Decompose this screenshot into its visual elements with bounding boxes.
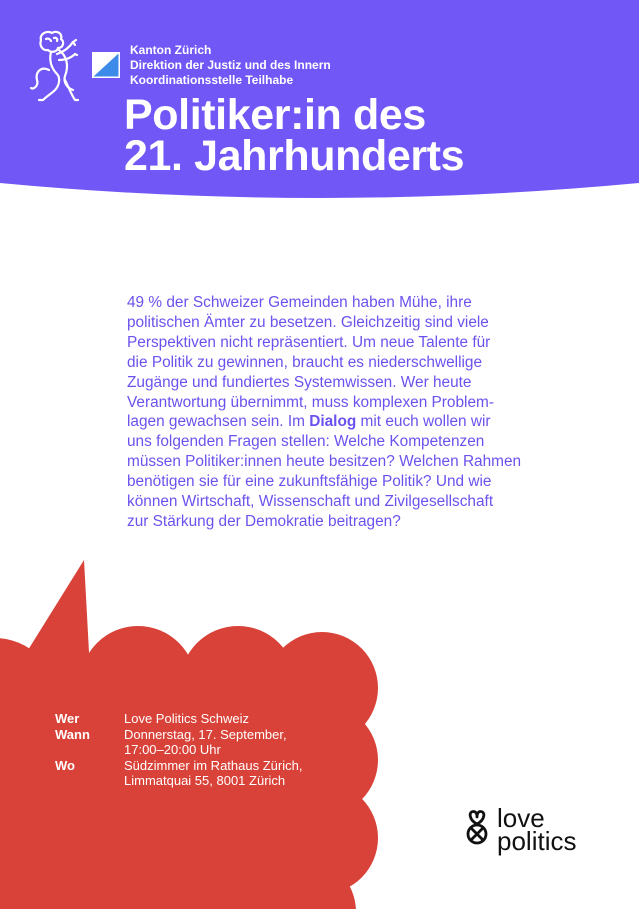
detail-value-line: Donnerstag, 17. September, <box>124 726 287 742</box>
detail-label: Wann <box>55 726 90 742</box>
intro-paragraph <box>127 293 521 532</box>
intro-line: politischen Ämter zu besetzen. Gleichzeitig sind viele <box>127 313 489 331</box>
brand-wordmark <box>497 803 577 856</box>
intro-line: benötigen sie für eine zukunftsfähige Politik? Und wie <box>127 473 492 491</box>
detail-row-where <box>55 758 302 789</box>
intro-line: die Politik zu gewinnen, braucht es niederschwellige <box>127 353 483 371</box>
detail-value-line: Südzimmer im Rathaus Zürich, <box>124 757 303 773</box>
intro-line <box>127 412 521 432</box>
intro-line: können Wirtschaft, Wissenschaft und Zivilgesellschaft <box>127 493 494 511</box>
intro-line: zur Stärkung der Demokratie beitragen? <box>127 512 401 530</box>
intro-line: Zugänge und fundiertes Systemwissen. Wer heute <box>127 373 472 391</box>
page-title <box>124 91 465 180</box>
detail-value-line: Limmatquai 55, 8001 Zürich <box>124 773 286 788</box>
title-line-2: 21. Jahrhunderts <box>124 132 465 180</box>
event-details <box>55 711 302 789</box>
love-politics-icon <box>464 809 490 845</box>
zurich-shield-icon <box>92 52 120 78</box>
intro-text: lagen gewachsen sein. Im <box>127 413 310 431</box>
detail-row-when <box>55 727 302 758</box>
intro-line: Verantwortung übernimmt, muss komplexen Problem- <box>127 393 494 411</box>
detail-value <box>124 727 287 758</box>
intro-line: 49 % der Schweizer Gemeinden haben Mühe, ihre <box>127 294 472 311</box>
detail-value <box>124 711 249 727</box>
intro-highlight-dialog: Dialog <box>309 413 357 431</box>
intro-line: Perspektiven nicht repräsentiert. Um neue Talente für <box>127 333 491 351</box>
intro-line: uns folgenden Fragen stellen: Welche Kompetenzen <box>127 433 485 451</box>
detail-row-who <box>55 711 302 727</box>
intro-text: mit euch wollen wir <box>356 413 491 431</box>
detail-value-line: 17:00–20:00 Uhr <box>124 742 221 757</box>
lion-logo <box>29 30 79 102</box>
brand-word-love: love <box>497 803 545 833</box>
org-directorate: Direktion der Justiz und des Innern <box>130 58 331 72</box>
organisation-block <box>130 43 331 88</box>
detail-label: Wo <box>55 757 75 773</box>
org-office: Koordinationsstelle Teilhabe <box>130 73 294 87</box>
detail-value <box>124 758 302 789</box>
title-line-1: Politiker:in des <box>124 91 426 139</box>
brand-word-politics: politics <box>497 826 577 856</box>
org-canton: Kanton Zürich <box>130 43 212 57</box>
detail-label: Wer <box>55 711 80 726</box>
detail-value-line: Love Politics Schweiz <box>124 711 249 726</box>
intro-line: müssen Politiker:innen heute besitzen? Welchen Rahmen <box>127 453 522 471</box>
